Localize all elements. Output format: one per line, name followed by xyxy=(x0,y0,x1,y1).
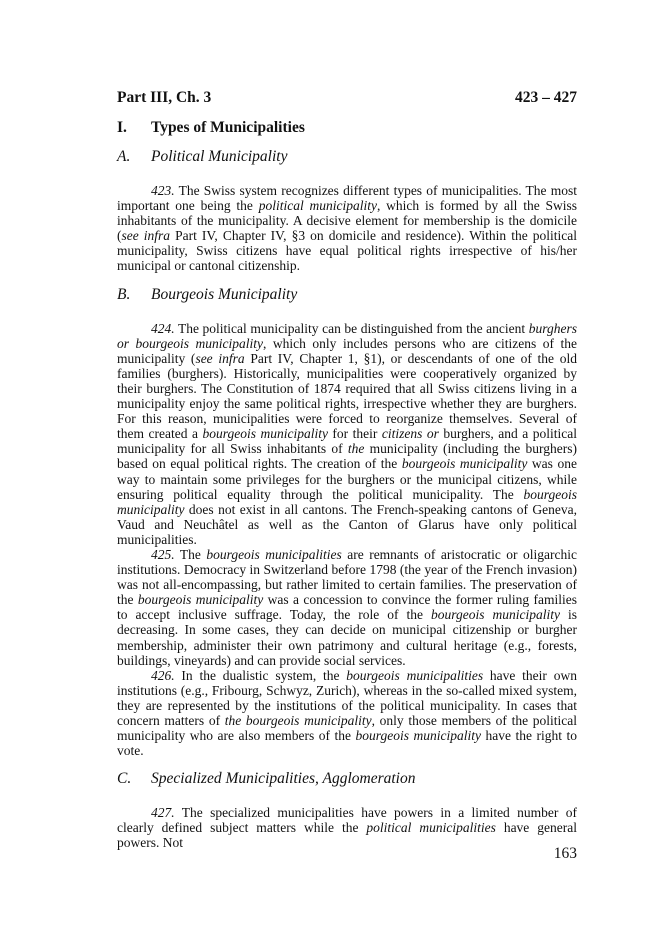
body-text: was a concession to convince the former ruling families to accept inclusive suffrage. Today, the role of the xyxy=(117,592,577,623)
body-text: does not exist in all cantons. The French-speaking cantons of Geneva, Vaud and Neuchâtel as well as the Canton of Glarus have only political municipalities. xyxy=(117,501,577,547)
section-content xyxy=(117,147,577,851)
section-heading xyxy=(117,118,577,138)
body-text: municipality (including the burghers) based on equal political rights. The creation of the xyxy=(117,441,577,472)
paragraph-427 xyxy=(117,805,577,850)
subsection-number: C. xyxy=(117,770,132,788)
body-text: have general powers. Not xyxy=(117,820,577,851)
paragraph-number: 426. xyxy=(151,667,175,683)
body-text: have their own institutions (e.g., Fribourg, Schwyz, Zurich), whereas in the so-called mixed system, they are represented by the institutions of the political municipality. In cases that concern matters of xyxy=(117,667,577,728)
subsection-heading xyxy=(117,769,577,789)
subsection-number: B. xyxy=(117,285,131,303)
emphasized-text: bourgeois municipality xyxy=(401,456,528,472)
emphasized-text: citizens or xyxy=(381,426,439,442)
page-number: 163 xyxy=(553,845,577,862)
body-text: Part IV, Chapter 1, §1), or descendants of one of the old families (burghers). Historically, municipalities were cooperatively organized by their burghers. The Constitution of 1874 required that all Swiss citizens living in a municipality enjoy the same political rights, irrespective whether they are burghers. For this reason, municipalities were forced to reorganize themselves. Several of them created a xyxy=(117,350,577,442)
running-header xyxy=(117,88,577,108)
emphasized-text: political municipalities xyxy=(366,820,496,836)
emphasized-text: bourgeois municipality xyxy=(431,607,560,623)
paragraph-424 xyxy=(117,321,577,547)
emphasized-text: bourgeois municipalities xyxy=(346,667,484,683)
header-paragraph-range: 423 – 427 xyxy=(515,89,577,106)
paragraph-number: 427. xyxy=(151,805,175,821)
emphasized-text: political municipality xyxy=(258,198,377,214)
subsection-heading xyxy=(117,147,577,167)
paragraph-number: 424. xyxy=(151,320,175,336)
body-text: was one way to maintain some privileges for the burghers or the municipal citizens, while ensuring political equality through the political municipality. The xyxy=(117,456,577,502)
body-text: have the right to vote. xyxy=(117,728,577,759)
body-text: The political municipality can be distinguished from the ancient xyxy=(174,320,529,336)
page-body xyxy=(117,88,577,851)
emphasized-text: bourgeois municipality xyxy=(355,728,481,744)
emphasized-text: burghers or bourgeois municipality xyxy=(117,320,577,351)
subsection-title: Bourgeois Municipality xyxy=(151,285,298,303)
paragraph-426 xyxy=(117,668,577,759)
body-text: is decreasing. In some cases, they can decide on municipal citizenship or burgher membership, administer their own patrimony and cultural heritage (e.g., forests, buildings, vineyards) and can provide social services. xyxy=(117,607,577,668)
paragraph-425 xyxy=(117,547,577,668)
paragraph-number: 423. xyxy=(151,183,175,198)
body-text: The specialized municipalities have powers in a limited number of clearly defined subject matters while the xyxy=(117,805,577,836)
subsection-heading xyxy=(117,285,577,305)
subsection-title: Political Municipality xyxy=(151,148,288,165)
emphasized-text: the bourgeois municipality xyxy=(224,713,372,728)
emphasized-text: bourgeois municipalities xyxy=(206,546,342,562)
body-text: The xyxy=(174,546,207,562)
body-text: , which is formed by all the Swiss inhabitants of the municipality. A decisive element for membership is the domicile ( xyxy=(117,198,578,244)
body-text: , which only includes persons who are citizens of the municipality ( xyxy=(117,335,577,366)
body-text: Part IV, Chapter IV, §3 on domicile and residence). Within the political municipality, Swiss citizens have equal political rights irrespective of his/her municipal or cantonal citizenship. xyxy=(117,228,578,274)
body-text: burghers, and a political municipality for all Swiss inhabitants of xyxy=(117,426,578,457)
body-text: are remnants of aristocratic or oligarchic institutions. Democracy in Switzerland before 1798 (the year of the French invasion) was not all-encompassing, but rather limited to certain families. The preservation of the xyxy=(117,546,577,608)
emphasized-text: bourgeois municipality xyxy=(117,486,577,517)
header-chapter: Part III, Ch. 3 xyxy=(117,89,212,106)
emphasized-text: see infra xyxy=(195,350,245,366)
subsection-title: Specialized Municipalities, Agglomeration xyxy=(151,770,416,788)
emphasized-text: see infra xyxy=(121,228,171,244)
body-text: In the dualistic system, the xyxy=(174,667,347,683)
subsection-number: A. xyxy=(117,148,131,165)
emphasized-text: bourgeois municipality xyxy=(137,592,264,608)
paragraph-423 xyxy=(117,183,577,274)
body-text: , only those members of the political municipality who are also members of the xyxy=(117,713,578,744)
body-text: for their xyxy=(327,426,382,442)
body-text: The Swiss system recognizes different types of municipalities. The most important one being the xyxy=(117,183,577,214)
section-number: I. xyxy=(117,119,127,136)
section-title: Types of Municipalities xyxy=(151,119,305,136)
emphasized-text: bourgeois municipality xyxy=(202,426,328,442)
emphasized-text: the xyxy=(347,441,365,457)
paragraph-number: 425. xyxy=(151,546,175,562)
